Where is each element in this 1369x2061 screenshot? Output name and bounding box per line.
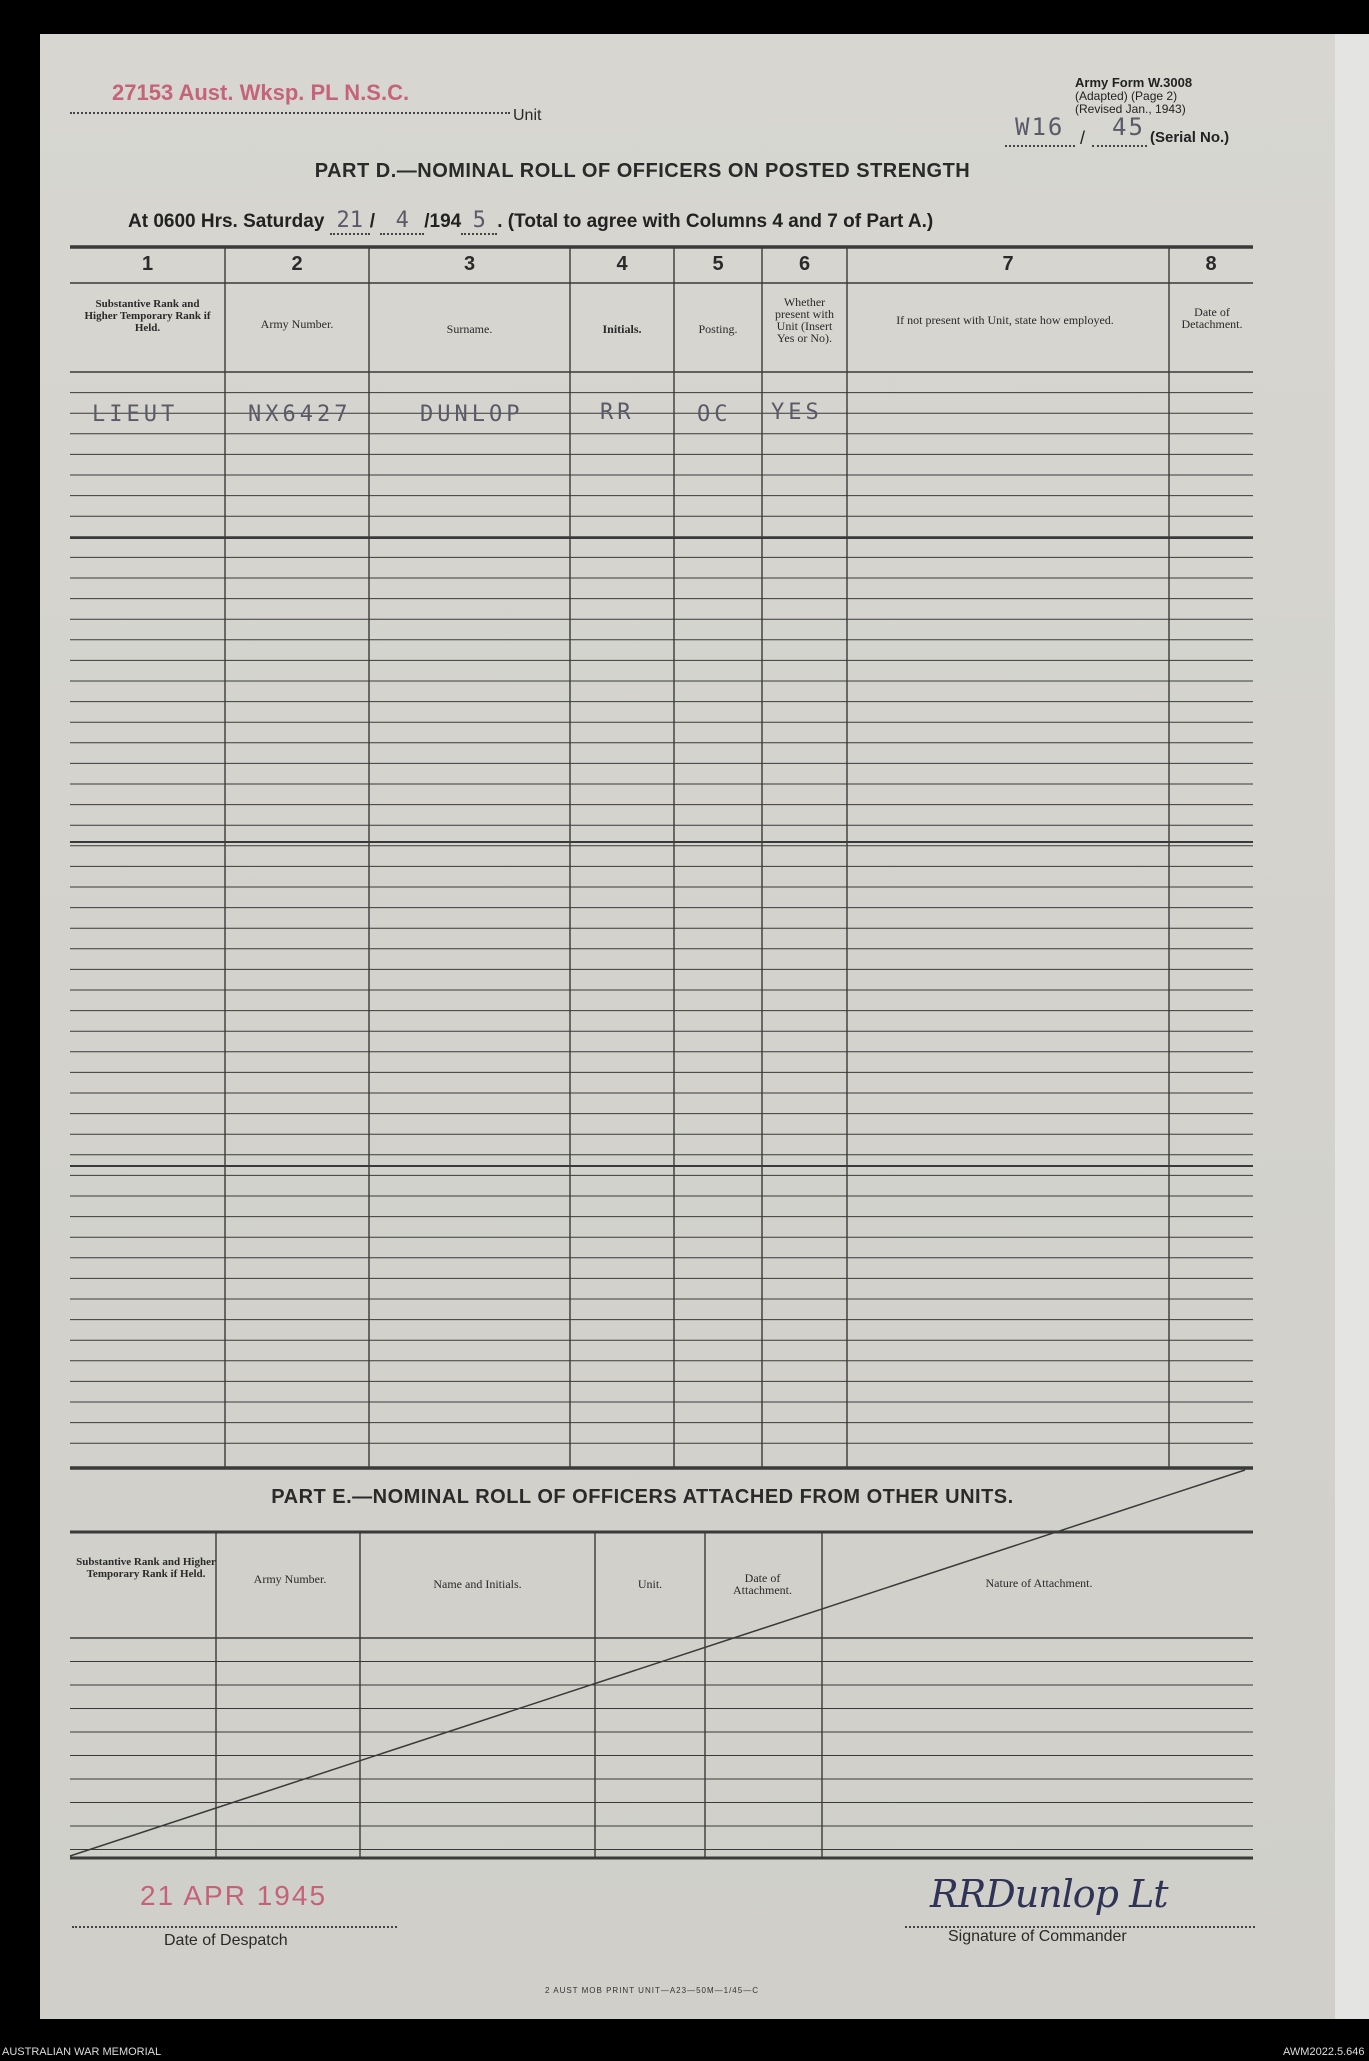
date-month-field: 4 xyxy=(380,208,424,235)
e-col-header-attachment-date: Date of Attachment. xyxy=(733,1571,792,1597)
col-header-army-number: Army Number. xyxy=(260,317,334,331)
col-num-6: 6 xyxy=(798,253,811,275)
part-e-cancel-line xyxy=(70,1470,1245,1856)
archive-credit: AUSTRALIAN WAR MEMORIAL xyxy=(2,2046,162,2058)
cell-rank: LIEUT xyxy=(92,402,179,427)
form-revised: (Revised Jan., 1943) xyxy=(1075,102,1186,116)
part-d-title: PART D.—NOMINAL ROLL OF OFFICERS ON POSTED STRENGTH xyxy=(314,160,971,182)
col-header-initials: Initials. xyxy=(602,322,642,336)
date-suffix: . (Total to agree with Columns 4 and 7 of Part A.) xyxy=(497,211,934,232)
col-num-1: 1 xyxy=(141,253,154,275)
printer-line: 2 AUST MOB PRINT UNIT—A23—50M—1/45—C xyxy=(545,1986,759,1995)
archive-reference: AWM2022.5.646 xyxy=(1283,2046,1365,2058)
e-col-header-army-number: Army Number. xyxy=(253,1572,327,1586)
date-prefix: At 0600 Hrs. Saturday xyxy=(128,211,325,232)
unit-label: Unit xyxy=(513,107,542,124)
serial-separator: / xyxy=(1080,128,1086,148)
signature-label: Signature of Commander xyxy=(948,1928,1127,1945)
date-year-digit: 5 xyxy=(461,208,497,235)
form-adapted: (Adapted) (Page 2) xyxy=(1075,89,1178,103)
despatch-label: Date of Despatch xyxy=(164,1932,288,1949)
col-header-posting: Posting. xyxy=(698,322,738,336)
col-num-3: 3 xyxy=(463,253,476,275)
col-header-employed: If not present with Unit, state how employed. xyxy=(896,313,1114,327)
date-year-prefix: 194 xyxy=(429,211,462,232)
serial-handwritten-2: 45 xyxy=(1112,113,1145,141)
col-num-5: 5 xyxy=(712,253,724,275)
serial-handwritten-1: W16 xyxy=(1015,113,1065,141)
col-num-7: 7 xyxy=(1002,253,1014,275)
col-header-rank: Substantive Rank and Higher Temporary Rank if Held. xyxy=(84,298,211,334)
col-header-present: Whether present with Unit (Insert Yes or No). xyxy=(775,295,834,345)
col-num-8: 8 xyxy=(1205,253,1217,275)
e-col-header-rank: Substantive Rank and Higher Temporary Rank if Held. xyxy=(76,1556,216,1580)
cell-present: YES xyxy=(771,400,823,425)
e-col-header-name: Name and Initials. xyxy=(433,1577,522,1591)
col-num-4: 4 xyxy=(616,253,628,275)
despatch-date-stamp: 21 APR 1945 xyxy=(140,1880,328,1911)
cell-army-number: NX6427 xyxy=(248,402,352,427)
form-number: Army Form W.3008 xyxy=(1075,75,1193,90)
despatch-line xyxy=(72,1926,397,1928)
unit-stamp: 27153 Aust. Wksp. PL N.S.C. xyxy=(112,80,410,105)
col-header-surname: Surname. xyxy=(446,322,493,336)
col-num-2: 2 xyxy=(291,253,303,275)
commander-signature: RRDunlop Lt xyxy=(930,1872,1168,1916)
date-line: At 0600 Hrs. Saturday 21 / 4 /194 5 . (Total to agree with Columns 4 and 7 of Part A.) xyxy=(128,208,934,233)
cell-posting: OC xyxy=(697,402,732,427)
e-col-header-unit: Unit. xyxy=(637,1577,663,1591)
col-header-detachment: Date of Detachment. xyxy=(1181,305,1243,331)
serial-label: (Serial No.) xyxy=(1150,129,1230,146)
date-day-field: 21 xyxy=(330,208,370,235)
e-col-header-nature: Nature of Attachment. xyxy=(985,1576,1093,1590)
part-e-title: PART E.—NOMINAL ROLL OF OFFICERS ATTACHED FROM OTHER UNITS. xyxy=(271,1486,1014,1508)
cell-initials: RR xyxy=(600,400,635,425)
cell-surname: DUNLOP xyxy=(420,402,524,427)
